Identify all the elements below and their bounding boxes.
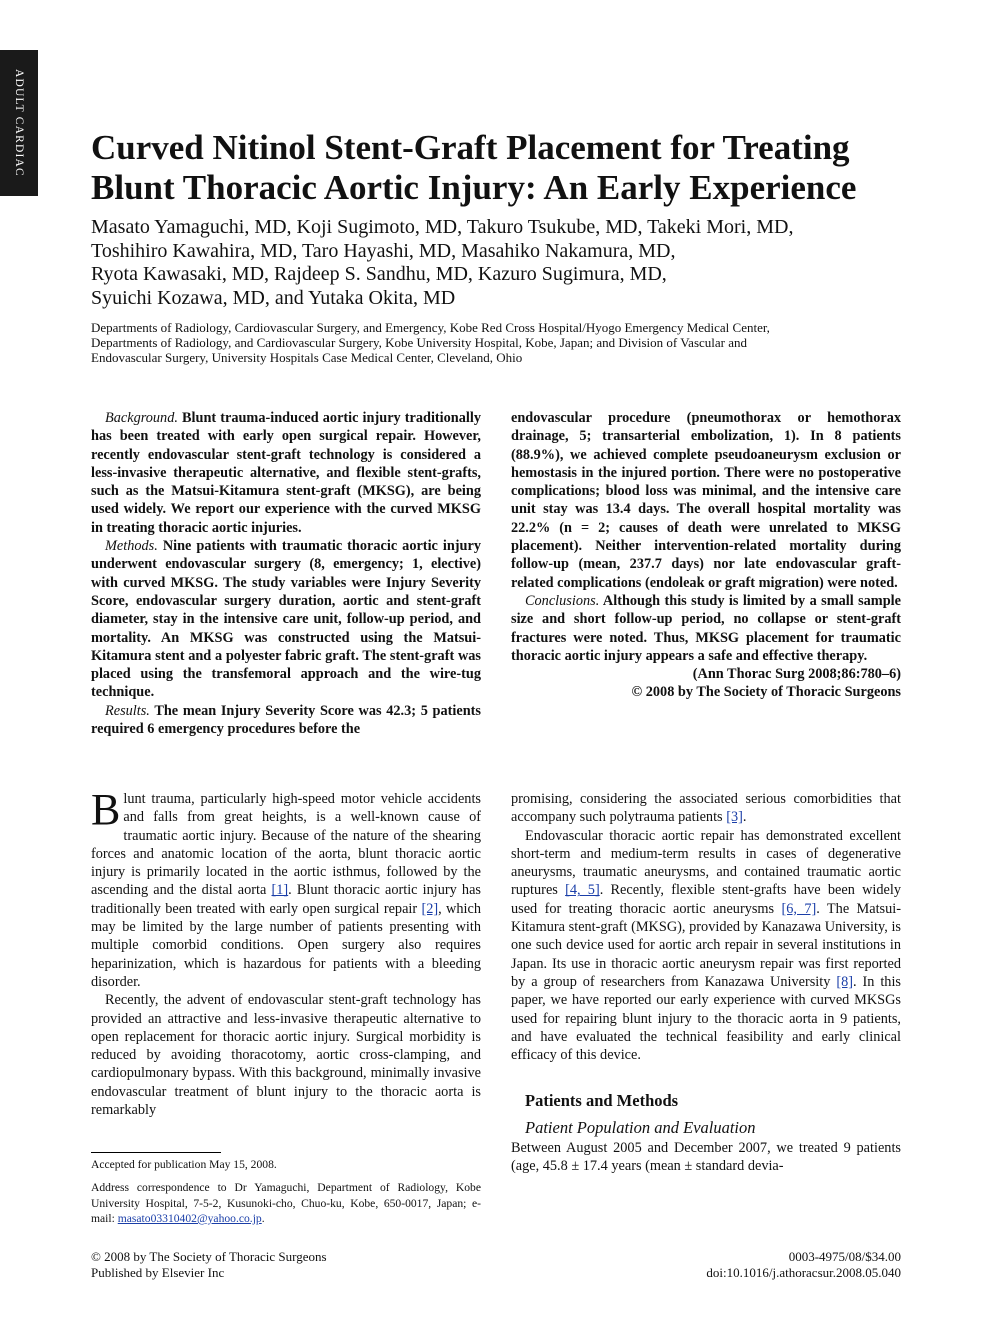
abstract-methods: [91, 537, 481, 702]
author-line: Ryota Kawasaki, MD, Rajdeep S. Sandhu, MD, Kazuro Sugimura, MD,: [91, 263, 667, 285]
article-title: [91, 128, 921, 208]
affiliation-line: Endovascular Surgery, University Hospitals Case Medical Center, Cleveland, Ohio: [91, 350, 523, 365]
text-run: .: [742, 809, 747, 826]
reference-link-2[interactable]: [2]: [421, 900, 439, 917]
reference-link-3[interactable]: [3]: [726, 809, 743, 826]
body-column-left: [91, 785, 481, 1119]
intro-paragraph-2: Recently, the advent of endovascular stent-graft technology has provided an attractive and less-invasive therapeutic alternative to open replacement for thoracic aortic injury. Surgical morbidity is reduced by avoiding thoracotomy, aortic cross-clamping, and cardiopulmonary bypass. With this background, minimally invasive endovascular treatment of blunt injury to the thoracic aorta is remarkably: [91, 992, 481, 1119]
text-run: Address correspondence to Dr Yamaguchi, Department of Radiology, Kobe University Hospital, 7-5-2, Kusunoki-cho, Chuo-ku, Kobe, 650-0017, Japan; e-mail:: [91, 1181, 481, 1225]
intro-paragraph-1: [91, 785, 481, 991]
text-run: . The Matsui-Kitamura stent-graft (MKSG), provided by Kanazawa University, is one such device used for aortic arch repair in several institutions in Japan. Its use in thoracic aortic aneurysm repair was first reported by a group of researchers from Kanazawa University: [511, 900, 902, 990]
abstract-results: [91, 702, 481, 739]
background-text: Blunt trauma-induced aortic injury traditionally has been treated with early open surgical repair. However, recently endovascular stent-graft technology is considered a less-invasive therapeutic alternative, and flexible stent-grafts, such as the Matsui-Kitamura stent-graft (MKSG), are being used widely. We report our experience with the curved MKSG in treating thoracic aortic injuries.: [91, 410, 481, 536]
methods-paragraph: Between August 2005 and December 2007, we treated 9 patients (age, 45.8 ± 17.4 years (mean ± standard devia-: [511, 1140, 901, 1175]
title-line: Blunt Thoracic Aortic Injury: An Early Experience: [91, 168, 857, 207]
subsection-heading: Patient Population and Evaluation: [525, 1117, 756, 1137]
conclusions-text: Although this study is limited by a small sample size and short follow-up period, no collapse or stent-graft fractures were noted. Thus, MKSG placement for traumatic thoracic aortic injury appears a safe and effective therapy.: [511, 592, 901, 664]
reference-link-8[interactable]: [8]: [836, 973, 853, 990]
footer-doi: doi:10.1016/j.athoracsur.2008.05.040: [706, 1264, 901, 1280]
affiliations: [91, 320, 911, 365]
footer-left: [91, 1249, 327, 1280]
text-run: , which may be limited by the large number of patients presenting with multiple comorbid conditions. Open surgery also requires heparinization, which is hazardous for patients with a bleeding disorder.: [91, 900, 481, 990]
abstract-copyright: © 2008 by The Society of Thoracic Surgeons: [631, 684, 901, 701]
author-line: Masato Yamaguchi, MD, Koji Sugimoto, MD, Takuro Tsukube, MD, Takeki Mori, MD,: [91, 216, 794, 238]
section-heading: Patients and Methods: [525, 1091, 679, 1111]
section-tab-label: ADULT CARDIAC: [13, 69, 25, 177]
author-list: [91, 216, 921, 310]
conclusions-label: Conclusions.: [525, 592, 600, 609]
author-line: Syuichi Kozawa, MD, and Yutaka Okita, MD: [91, 286, 456, 309]
footnote-accepted: Accepted for publication May 15, 2008.: [91, 1158, 277, 1171]
reference-link-6-7[interactable]: [6, 7]: [781, 900, 817, 917]
footnote-divider: [91, 1152, 221, 1153]
intro-paragraph-3: [511, 827, 901, 1065]
abstract-results-continued: endovascular procedure (pneumothorax or hemothorax drainage, 5; transarterial embolization, 1). In 8 patients (88.9%), we achieved complete pseudoaneurysm exclusion or hemostasis in the injured portion. There were no postoperative complications; blood loss was minimal, and the intensive care unit stay was 13.4 days. The overall hospital mortality was 22.2% (n = 2; causes of death were unrelated to MKSG placement). Neither intervention-related mortality during follow-up (mean, 237.7 days) nor late endovascular graft-related complications (endoleak or graft migration) were noted.: [511, 410, 901, 591]
footnote-correspondence: [91, 1180, 481, 1227]
text-run: .: [261, 1212, 265, 1225]
abstract-column-left: [91, 409, 481, 738]
footer-right: [591, 1249, 901, 1280]
footer-issn: 0003-4975/08/$34.00: [788, 1249, 901, 1264]
affiliation-line: Departments of Radiology, and Cardiovascular Surgery, Kobe University Hospital, Kobe, Japan; and Division of Vascular and: [91, 335, 747, 350]
footer-copyright: © 2008 by The Society of Thoracic Surgeons: [91, 1249, 327, 1264]
title-line: Curved Nitinol Stent-Graft Placement for Treating: [91, 128, 850, 167]
background-label: Background.: [105, 410, 178, 426]
results-label: Results.: [105, 702, 150, 719]
section-tab: [0, 50, 38, 196]
body-column-right: [511, 790, 901, 1176]
abstract-column-right: [511, 409, 901, 702]
reference-link-4-5[interactable]: [4, 5]: [565, 882, 600, 899]
text-run: Endovascular thoracic aortic repair has demonstrated excellent short-term and medium-term results in cases of degenerative aneurysms, traumatic aneurysms, and contained traumatic aortic ruptures: [511, 827, 901, 899]
text-run: . Blunt thoracic aortic injury has traditionally been treated with early open surgical repair: [91, 882, 481, 917]
abstract-conclusions: [511, 592, 901, 665]
text-run: . Recently, flexible stent-grafts have been widely used for treating thoracic aortic aneurysms: [511, 882, 901, 917]
methods-text: Nine patients with traumatic thoracic aortic injury underwent endovascular surgery (8, emergency; 1, elective) with curved MKSG. The study variables were Injury Severity Score, endovascular surgery duration, aortic and stent-graft diameter, stay in the intensive care unit, follow-up period, and mortality. An MKSG was constructed using the Matsui-Kitamura stent and a polyester fabric graft. The stent-graft was placed using the transfemoral approach and the wire-tug technique.: [91, 538, 482, 701]
text-run: . In this paper, we have reported our early experience with curved MKSGs used for repairing blunt injury to the thoracic aorta in 9 patients, and have evaluated the technical feasibility and early clinical efficacy of this device.: [511, 973, 901, 1064]
intro-paragraph-2-continued: [511, 790, 901, 827]
text-run: promising, considering the associated serious comorbidities that accompany such polytrauma patients: [511, 791, 901, 826]
email-link[interactable]: masato03310402@yahoo.co.jp: [117, 1212, 262, 1225]
methods-label: Methods.: [105, 538, 158, 555]
author-line: Toshihiro Kawahira, MD, Taro Hayashi, MD, Masahiko Nakamura, MD,: [91, 239, 676, 262]
text-run: lunt trauma, particularly high-speed motor vehicle accidents and falls from great heights, is a well-known cause of traumatic aortic injury. Because of the nature of the shearing forces and anatomic location of the aorta, blunt thoracic aortic injury is primarily located in the aortic isthmus, followed by the ascending and the distal aorta: [91, 791, 481, 899]
journal-citation: (Ann Thorac Surg 2008;86:780–6): [692, 666, 901, 683]
results-text: The mean Injury Severity Score was 42.3; 5 patients required 6 emergency procedures before the: [91, 702, 481, 738]
drop-cap: B: [91, 785, 121, 834]
footer-publisher: Published by Elsevier Inc: [91, 1264, 225, 1280]
abstract-background: [91, 409, 481, 537]
affiliation-line: Departments of Radiology, Cardiovascular Surgery, and Emergency, Kobe Red Cross Hospital/Hyogo Emergency Medical Center,: [91, 320, 770, 335]
reference-link-1[interactable]: [1]: [271, 882, 289, 899]
